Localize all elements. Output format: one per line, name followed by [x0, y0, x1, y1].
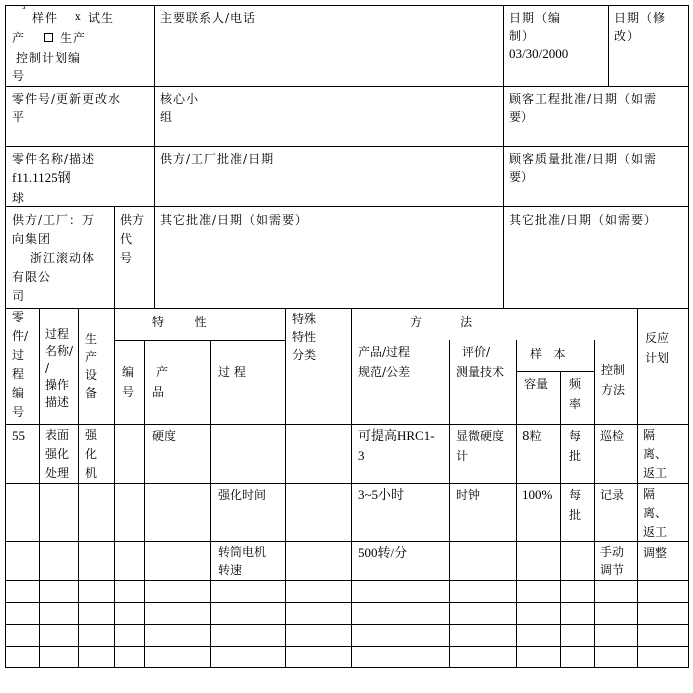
header-char-no [122, 362, 142, 402]
header-text: 分类 [292, 348, 317, 362]
header-text: 备 [85, 386, 98, 400]
cell-text: 调整 [643, 546, 668, 560]
cell-text: 强 [85, 428, 98, 442]
header-eval-technique [456, 342, 516, 382]
header-equipment [85, 330, 105, 402]
supplier-name-3: 有限公 [12, 270, 52, 284]
cell-text: 表面 [45, 428, 70, 442]
cell-text: 离、 [643, 506, 668, 520]
part-no-label: 零件号/更新更改水 [12, 92, 122, 106]
other-approval-1: 其它批准/日期（如需要） [160, 213, 309, 227]
header-text: 率 [569, 397, 582, 411]
header-text: 计划 [645, 351, 670, 365]
header-text: 设 [85, 368, 98, 382]
header-reaction-plan [645, 328, 685, 368]
customer-engineering-approval-cont: 要） [509, 110, 534, 124]
supplier-code-label-3: 号 [120, 251, 133, 265]
header-text: 描述 [45, 395, 70, 409]
cell-reaction [643, 543, 687, 563]
header-text: 过程 [45, 327, 70, 341]
cell-size: 8粒 [522, 429, 542, 443]
customer-quality-approval: 顾客质量批准/日期（如需 [509, 152, 658, 166]
header-text: 编 [122, 365, 135, 379]
cell-text: 每 [569, 429, 582, 443]
cell-reaction [643, 426, 687, 483]
prototype-label: 样件 [32, 11, 59, 25]
plan-no-label: 控制计划编 [16, 51, 82, 65]
cell-text: 批 [569, 508, 582, 522]
header-text: 方法 [601, 383, 626, 397]
cell-text: 每 [569, 488, 582, 502]
date-created-label-cont: 制） [509, 29, 536, 43]
header-text: 控制 [601, 363, 626, 377]
cell-text: 可提高HRC1- [358, 428, 435, 443]
cell-eval [456, 426, 516, 466]
header-text: 特性 [292, 330, 317, 344]
supplier-label: 供方/工厂：万 [12, 213, 96, 227]
header-text: 评价/ [462, 345, 491, 359]
cell-text: 500转/分 [358, 545, 408, 560]
header-text: 件/ [12, 329, 29, 343]
header-process-name [45, 326, 77, 411]
cell-spec [358, 426, 448, 466]
header-text: 产 [156, 365, 169, 379]
header-methods: 方 法 [410, 315, 473, 329]
trial-label-cont: 产 [12, 31, 25, 45]
cell-text: 化 [85, 447, 98, 461]
supplier-code-label-2: 代 [120, 232, 133, 246]
cell-size: 100% [522, 487, 553, 502]
cell-text: 返工 [643, 466, 668, 480]
header-text: 特殊 [292, 312, 317, 326]
supplier-name-4: 司 [12, 289, 25, 303]
cell-process-char: 强化时间 [218, 488, 267, 502]
header-text: 测量技术 [456, 365, 505, 379]
header-control-method [601, 360, 635, 400]
cell-spec [358, 543, 448, 563]
part-no-label-cont: 平 [12, 110, 25, 124]
header-char-product [152, 362, 192, 402]
cell-spec [358, 485, 448, 505]
cell-product: 硬度 [152, 429, 177, 443]
header-characteristics: 特 性 [152, 315, 207, 329]
cell-text: 离、 [643, 447, 668, 461]
cell-eval [456, 485, 516, 505]
header-text: 零 [12, 310, 25, 324]
cell-frequency [569, 426, 589, 466]
cell-process-char: 转筒电机 转速 [218, 545, 267, 577]
cell-text: 时钟 [456, 488, 481, 502]
cell-text: 计 [456, 449, 469, 463]
cell-text: 机 [85, 466, 98, 480]
header-text: 产 [85, 350, 98, 364]
header-text: 品 [152, 385, 165, 399]
supplier-code-label-1: 供方 [120, 213, 145, 227]
other-approval-2: 其它批准/日期（如需要） [509, 213, 658, 227]
cell-control: 记录 [600, 488, 625, 502]
header-text: 频 [569, 377, 582, 391]
cell-text: 3~5小时 [358, 487, 405, 502]
contact-label: 主要联系人/电话 [160, 11, 257, 25]
date-created-value: 03/30/2000 [509, 46, 569, 61]
header-text: 号 [122, 385, 135, 399]
trial-label: 试生 [88, 11, 115, 25]
core-team-label: 核心小 [160, 92, 200, 106]
header-sample-size: 容量 [524, 377, 549, 391]
part-name-value: f11.1125钢 [12, 170, 71, 185]
part-name-value-cont: 球 [12, 191, 25, 205]
cell-reaction [643, 485, 687, 542]
header-text: 过 [12, 348, 25, 362]
header-sample-frequency [569, 374, 589, 414]
header-text: 规范/公差 [358, 365, 411, 379]
cell-control: 巡检 [600, 429, 625, 443]
header-text: 反应 [645, 331, 670, 345]
cell-text: 隔 [643, 428, 656, 442]
cell-text: 显微硬度 [456, 429, 505, 443]
header-part-process-no [12, 308, 34, 422]
supplier-name-2: 浙江滚动体 [30, 251, 96, 265]
header-text: 产品/过程 [358, 345, 411, 359]
cell-text: 3 [358, 448, 365, 463]
date-revised-label-cont: 改） [614, 29, 641, 43]
header-sample: 样 本 [530, 347, 566, 361]
trial-mark: x [75, 12, 81, 23]
header-text: 生 [85, 332, 98, 346]
part-name-label: 零件名称/描述 [12, 152, 96, 166]
core-team-label-cont: 组 [160, 110, 173, 124]
cell-frequency [569, 485, 589, 525]
cell-text: 返工 [643, 525, 668, 539]
header-text: 操作 [45, 378, 70, 392]
header-spec-tolerance [358, 342, 446, 382]
cell-text: 批 [569, 449, 582, 463]
cell-text: 隔 [643, 487, 656, 501]
cell-equipment [85, 426, 105, 483]
header-text: 编 [12, 386, 25, 400]
cell-text: 处理 [45, 466, 70, 480]
header-char-process: 过 程 [218, 365, 246, 379]
header-text: / [45, 361, 50, 375]
header-text: 程 [12, 367, 25, 381]
cell-control: 手动 调节 [600, 545, 625, 577]
date-created-label: 日期（编 [509, 11, 562, 25]
cell-text: 强化 [45, 447, 70, 461]
supplier-approval-label: 供方/工厂批准/日期 [160, 152, 275, 166]
production-label: 生产 [60, 31, 87, 45]
header-text: 名称/ [45, 344, 74, 358]
date-revised-label: 日期（修 [614, 11, 667, 25]
cell-process [45, 426, 77, 483]
customer-engineering-approval: 顾客工程批准/日期（如需 [509, 92, 658, 106]
supplier-name-1: 向集团 [12, 232, 52, 246]
header-special-char [292, 310, 342, 364]
plan-no-label-cont: 号 [12, 69, 25, 83]
customer-quality-approval-cont: 要） [509, 170, 534, 184]
header-text: 号 [12, 405, 25, 419]
cell-no: 55 [12, 428, 25, 443]
prototype-mark: ³ [22, 5, 26, 15]
production-checkbox[interactable] [44, 33, 53, 42]
